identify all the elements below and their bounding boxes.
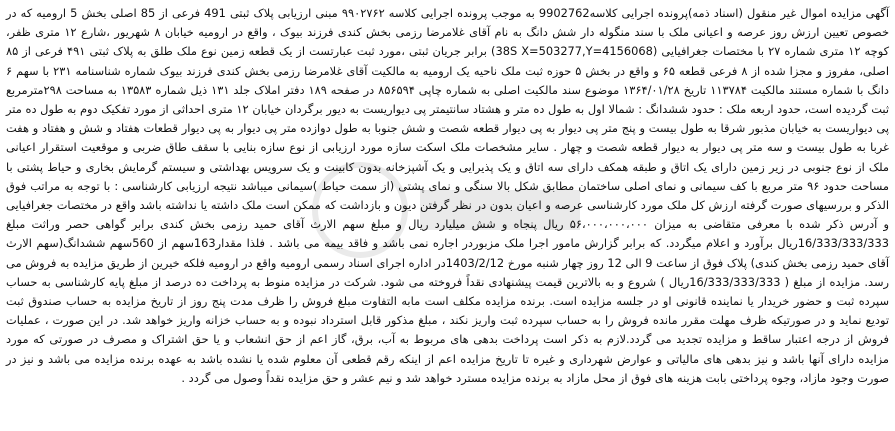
notice-text: آگهی مزایده اموال غیر منقول (اسناد ذمه)پرونده اجرایی کلاسه9902762 به موجب پرونده اجرایی کلاسه ۹۹۰۲۷۶۲ مبنی ارزیابی پلاک ثبتی 491 فرعی از 85 اصلی بخش 5 ارومیه که در خصوص تعیین ارزش روز عرصه و اعیانی ملک با سند منگوله دار شش دانگ به نام آقای غلامرضا رزمی بخش کندی فرزند بیوک ، واقع در ارومیه خیابان ۸ شهریور ،شارع ۱۲ متری ظفر، کوچه ۱۲ متری شماره ۲۷ با مختصات جغرافیایی (38S X=503277,Y=4156068) برابر جریان ثبتی ،مورد ثبت عبارتست از یک قطعه زمین نوع ملک طلق به پلاک ثبتی ۴۹۱ فرعی از ۸۵ اصلی، مفروز و مجزا شده از ۸ فرعی قطعه ۶۵ و واقع در بخش ۵ حوزه ثبت ملک ناحیه یک ارومیه به مالکیت آقای غلامرضا رزمی بخش کندی فرزند بیوک شماره شناسنامه ۲۳۱ با سهم ۶ دانگ با شماره مستند مالکیت ۱۱۳۷۸۴ تاریخ ۱۳۶۴/۰۱/۲۸ موضوع سند مالکیت اصلی به شماره چاپی ۸۵۶۵۹۴ در صفحه ۱۸۹ دفتر املاک جلد ۱۳۱ ذیل شماره ۱۳۵۸۳ به مساحت ۲۹۸مترمربع ثبت گردیده است، حدود اربعه ملک : حدود ششدانگ : شمالا اول به طول ده متر و هشتاد سانتیمتر پی دیواریست به دیور برگردان خیابان ۱۲ متری احداثی از مورد تفکیک دوم به طول ده متر پی دیواریست به خیابان مذبور شرقا به طول بیست و پنج متر پی دیوار به پی دیوار قطعه شصت و شش جنوبا به طول دوازده متر پی دیوار به پی دیوار قطعات هفتاد و شش و هفتاد و هفت غربا به طول بیست و سه متر پی دیوار به دیوار قطعه شصت و چهار . سایر مشخصات ملک اسکت سازه مورد ارزیابی از نوع سازه بنایی با سقف طاق ضربی و موقعیت استقرار اعیانی ملک از نوع جنوبی در زیر زمین دارای یک اتاق و طبقه همکف دارای سه اتاق و یک پذیرایی و یک آشپزخانه بدون کابینت و یک سرویس بهداشتی و سیستم گرمایش بخاری و حیاط پشتی با مساحت حدود ۹۶ متر مربع با کف سیمانی و نمای اصلی ساختمان مطابق شکل بالا سنگی و نمای پشتی (از سمت حیاط )سیمانی میباشد نتیجه ارزیابی کارشناسی : با توجه به مراتب فوق الذکر و بررسیهای صورت گرفته ارزش کل ملک مورد کارشناسی عرصه و اعیان بدون در نظر گرفتن دیون و بازداشت که ممکن است ملک داشته یا نداشته باشد واقع در مختصات جغرافیایی و آدرس ذکر شده با معرفی متقاضی به میزان ۵۶،۰۰۰،۰۰۰،۰۰۰ ریال پنجاه و شش میلیارد ریال و مبلغ سهم الارث آقای حمید رزمی بخش کندی برابر گواهی حصر وراثت مبلغ 16/333/333/333ریال برآورد و اعلام میگردد. که برابر گزارش مامور اجرا ملک مزبوردر اجاره نمی باشد و فاقد بیمه می باشد . فلذا مقدار163سهم از 560سهم ششدانگ(سهم الارث آقای حمید رزمی بخش کندی) پلاک فوق از ساعت 9 الی 12 روز چهار شنبه مورخ 1403/2/12در اداره اجرای اسناد رسمی ارومیه واقع در ارومیه فلکه خیرین از طریق مزایده به فروش می رسد. مزایده از مبلغ ( 16/333/333/333ریال ) شروع و به بالاترین قیمت پیشنهادی نقداً فروخته می شود. شرکت در مزایده منوط به پرداخت ده درصد از مبلغ پایه کارشناسی به حساب سپرده ثبت و حضور خریدار یا نماینده قانونی او در جلسه مزایده است. برنده مزایده مکلف است مابه التفاوت مبلغ فروش را ظرف مدت پنج روز از تاریخ مزایده به حساب صندوق ثبت تودیع نماید و در صورتیکه ظرف مهلت مقرر مانده فروش را به حساب سپرده ثبت واریز نکند ، مبلغ مذکور قابل استرداد نبوده و به حساب خزانه واریز خواهد شد. در این صورت ، عملیات فروش از درجه اعتبار ساقط و مزایده تجدید می گردد.لازم به ذکر است پرداخت بدهی های مربوط به آب، برق، گاز اعم از حق انشعاب و یا حق اشتراک و مصرف در صورتی که مورد مزایده دارای آنها باشد و نیز بدهی های مالیاتی و عوارض شهرداری و غیره تا تاریخ مزایده اعم از اینکه رقم قطعی آن معلوم شده یا نشده باشد به عهده برنده مزایده می باشد و نیز در صورت وجود مازاد، وجوه پرداختی بابت هزینه های فوق از محل مازاد به برنده مزایده مسترد خواهد شد و نیم عشر و حق مزایده نقداً وصول می گردد . bbox=[6, 6, 890, 385]
